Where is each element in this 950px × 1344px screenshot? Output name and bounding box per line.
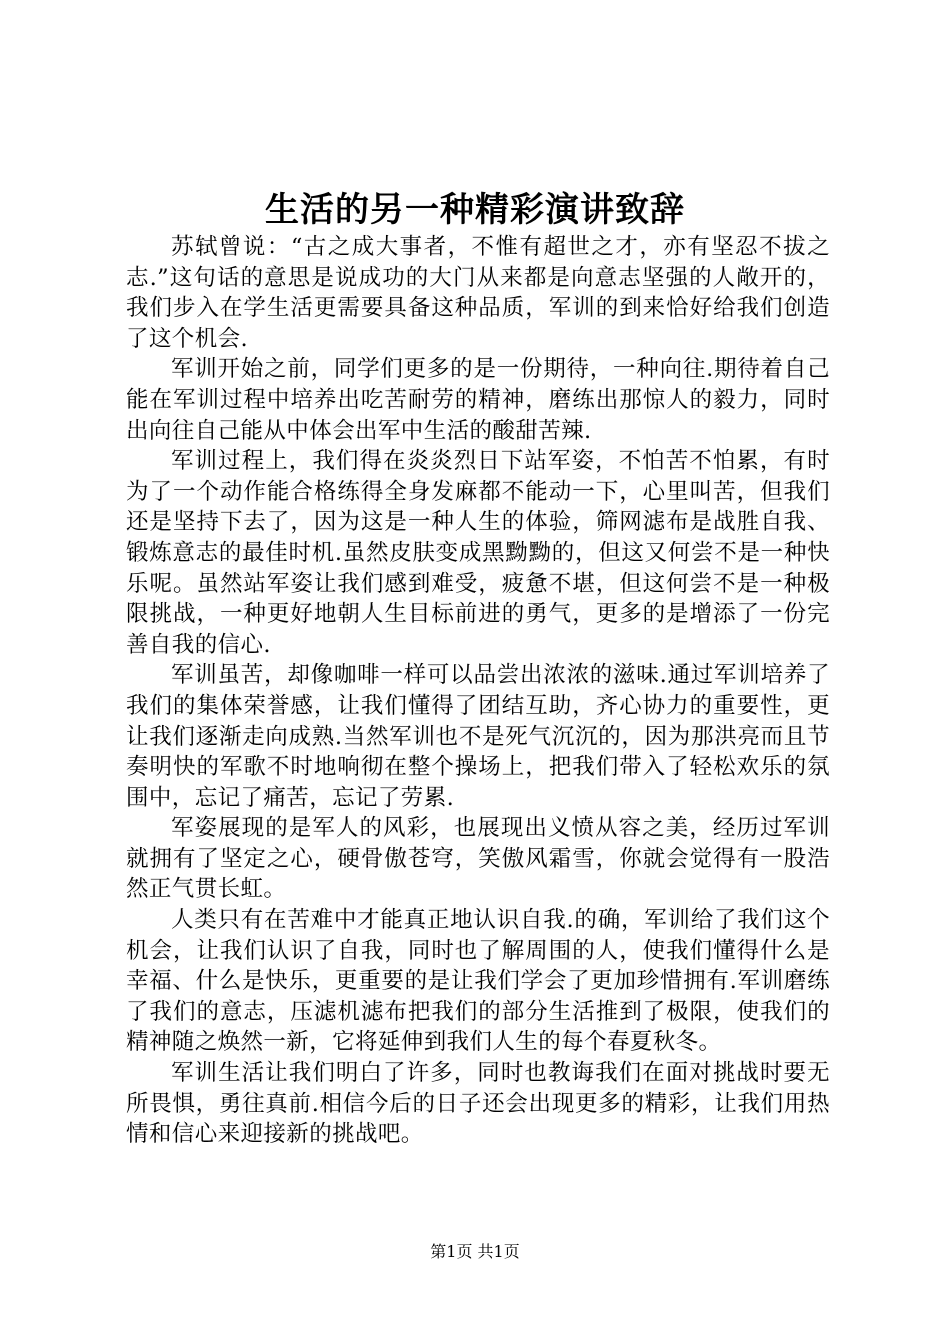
document-body [126, 232, 830, 1150]
page-footer: 第1页 共1页 [430, 1242, 520, 1261]
paragraph-4: 军训虽苦，却像咖啡一样可以品尝出浓浓的滋味.通过军训培养了我们的集体荣誉感，让我们懂得了团结互助，齐心协力的重要性，更让我们逐渐走向成熟.当然军训也不是死气沉沉的，因为那洪亮而且节奏明快的军歌不时地响彻在整个操场上，把我们带入了轻松欢乐的氛围中，忘记了痛苦，忘记了劳累. [126, 662, 830, 811]
paragraph-7: 军训生活让我们明白了许多，同时也教诲我们在面对挑战时要无所畏惧，勇往真前.相信今后的日子还会出现更多的精彩，让我们用热情和信心来迎接新的挑战吧。 [126, 1060, 830, 1148]
paragraph-6: 人类只有在苦难中才能真正地认识自我.的确，军训给了我们这个机会，让我们认识了自我，同时也了解周围的人，使我们懂得什么是幸福、什么是快乐，更重要的是让我们学会了更加珍惜拥有.军训磨练了我们的意志，压滤机滤布把我们的部分生活推到了极限，使我们的精神随之焕然一新，它将延伸到我们人生的每个春夏秋冬。 [126, 907, 830, 1056]
document-title: 生活的另一种精彩演讲致辞 [265, 190, 685, 230]
paragraph-5: 军姿展现的是军人的风彩，也展现出义愤从容之美，经历过军训就拥有了坚定之心，硬骨傲苍穹，笑傲风霜雪，你就会觉得有一股浩然正气贯长虹。 [126, 815, 830, 903]
paragraph-1: 苏轼曾说：“古之成大事者，不惟有超世之才，亦有坚忍不拔之志.”这句话的意思是说成功的大门从来都是向意志坚强的人敞开的，我们步入在学生活更需要具备这种品质，军训的到来恰好给我们创造了这个机会. [126, 234, 830, 352]
paragraph-2: 军训开始之前，同学们更多的是一份期待，一种向往.期待着自己能在军训过程中培养出吃苦耐劳的精神，磨练出那惊人的毅力，同时出向往自己能从中体会出军中生活的酸甜苦辣. [126, 356, 830, 444]
paragraph-3: 军训过程上，我们得在炎炎烈日下站军姿，不怕苦不怕累，有时为了一个动作能合格练得全身发麻都不能动一下，心里叫苦，但我们还是坚持下去了，因为这是一种人生的体验，筛网滤布是战胜自我、锻炼意志的最佳时机.虽然皮肤变成黑黝黝的，但这又何尝不是一种快乐呢。虽然站军姿让我们感到难受，疲惫不堪，但这何尝不是一种极限挑战，一种更好地朝人生目标前进的勇气，更多的是增添了一份完善自我的信心. [126, 448, 830, 658]
